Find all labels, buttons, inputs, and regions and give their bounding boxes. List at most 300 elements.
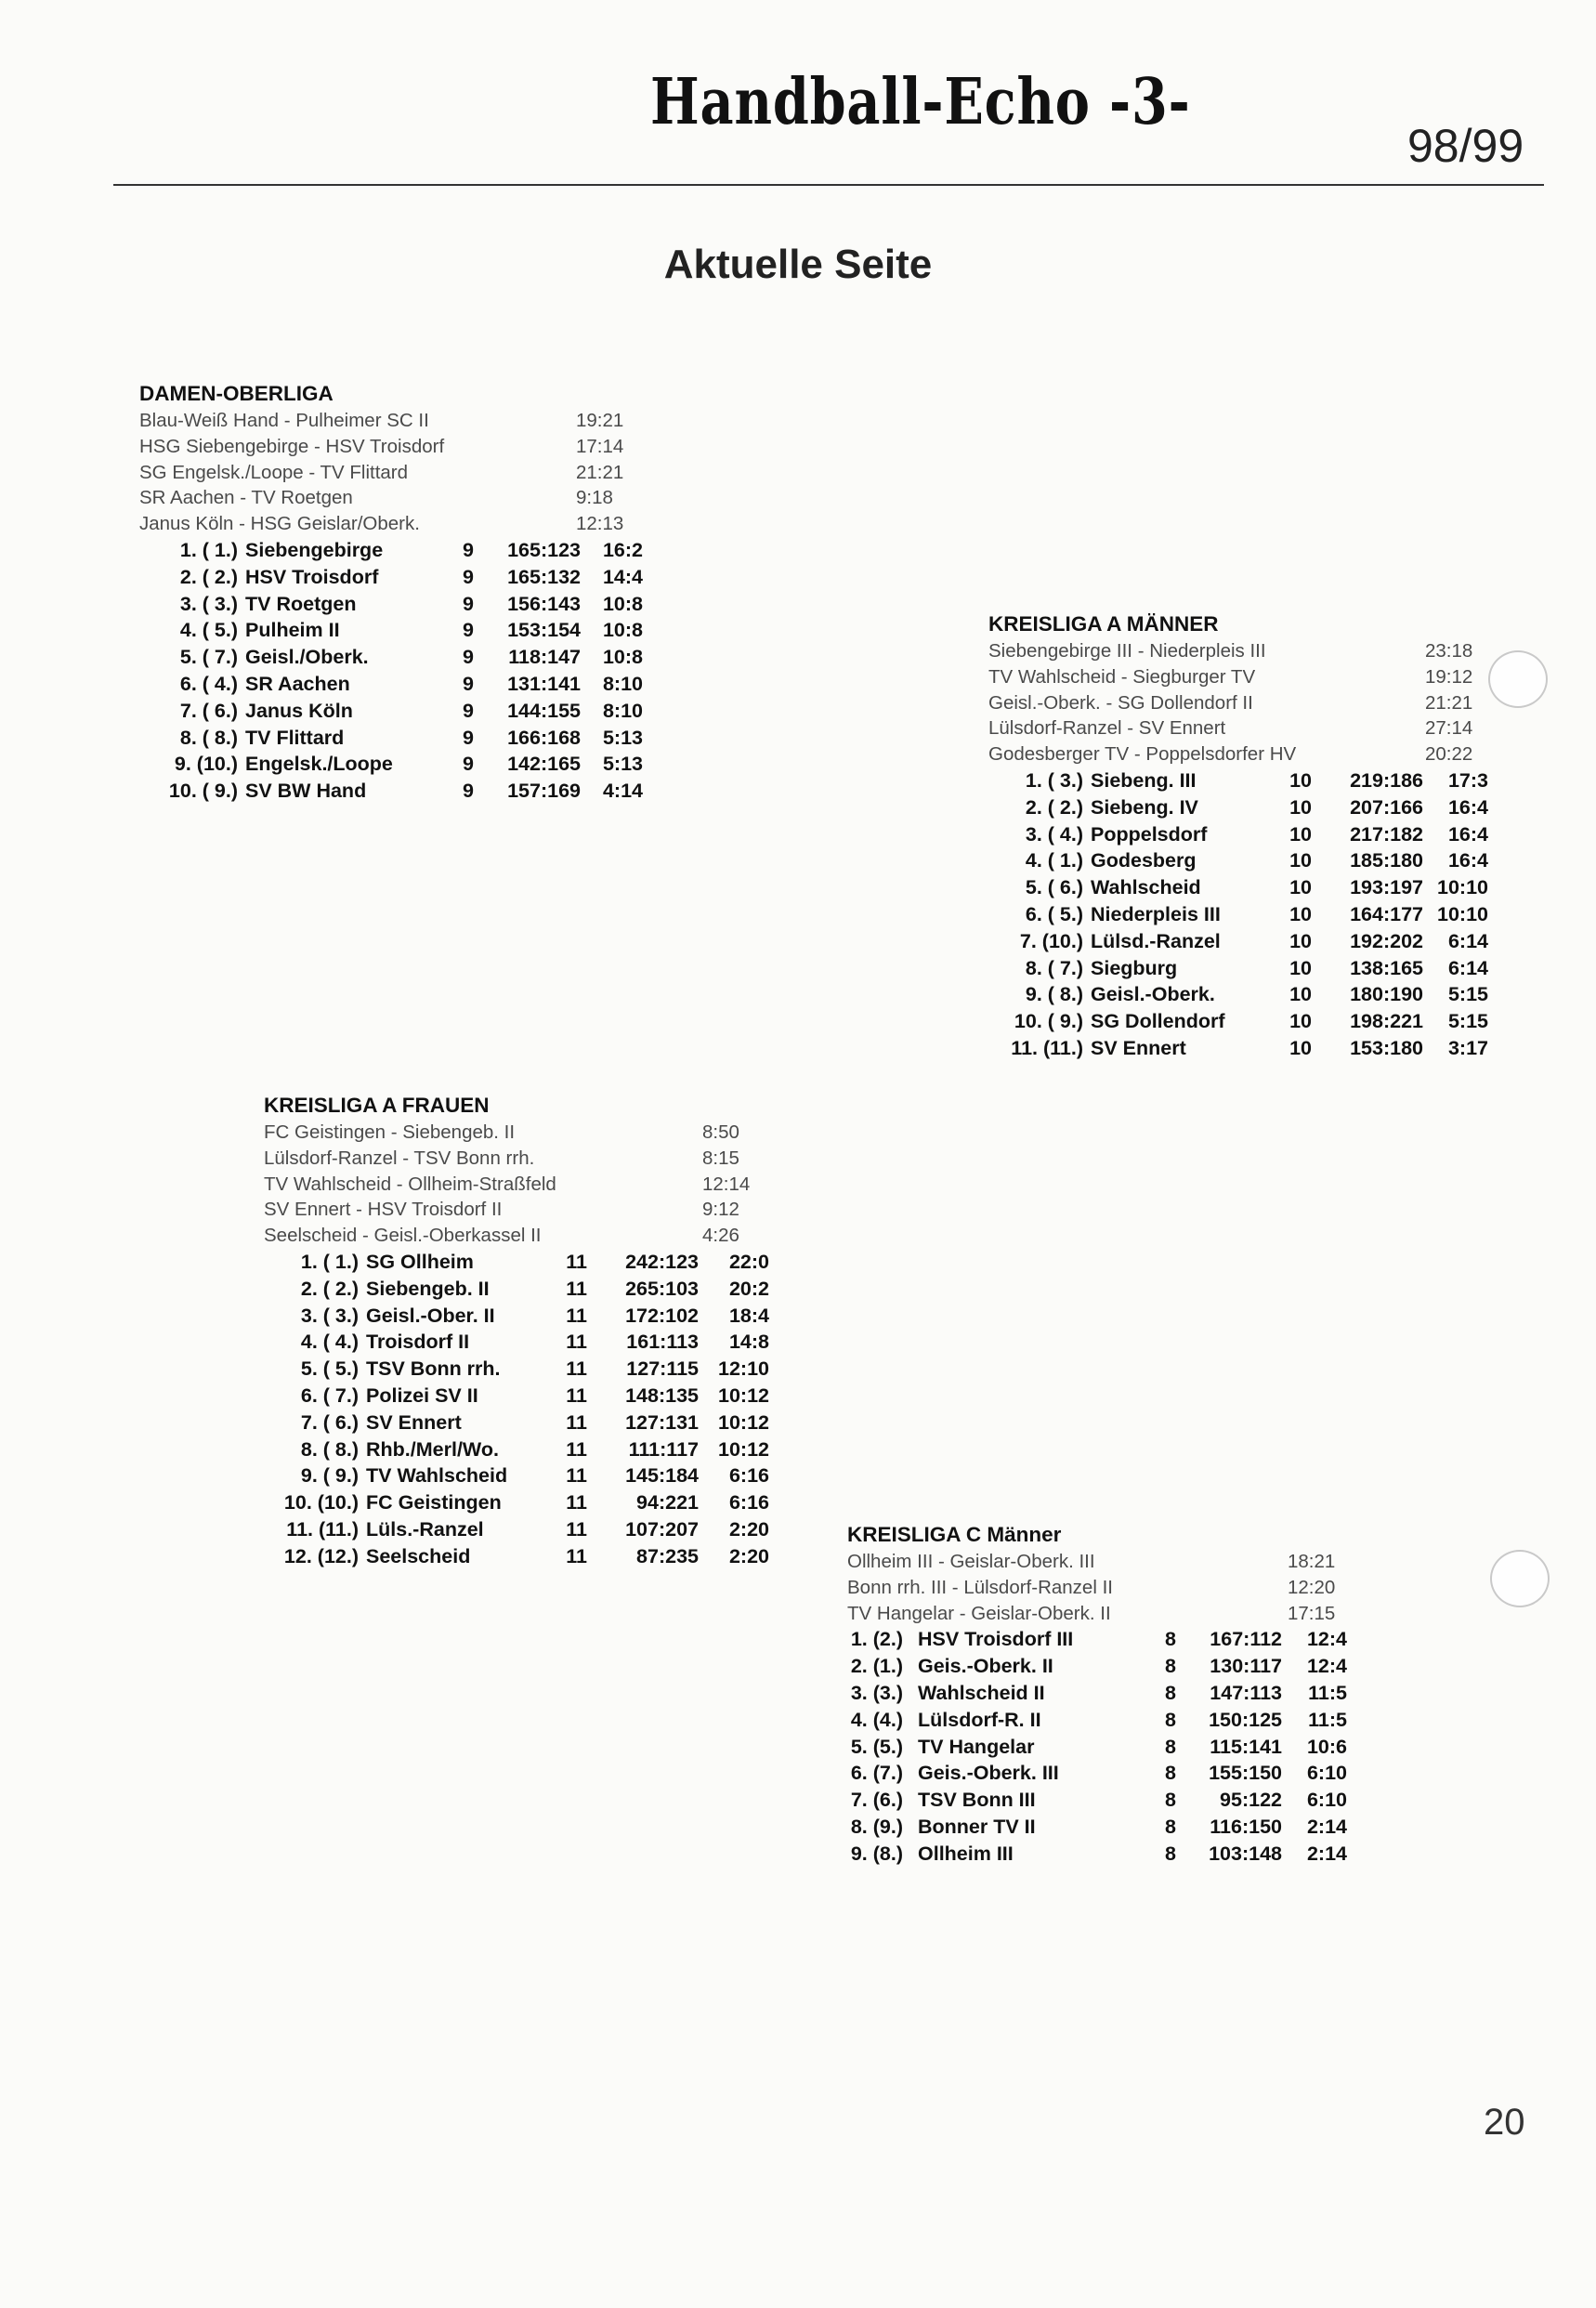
table-points: 4:14 <box>602 780 643 803</box>
table-rank: 6. ( 5.) <box>1025 902 1083 925</box>
table-games: 9 <box>463 699 474 722</box>
table-games: 9 <box>463 565 474 588</box>
game-match: Seelscheid - Geisl.-Oberkassel II <box>264 1225 542 1247</box>
table-points: 5:15 <box>1447 983 1488 1006</box>
table-goals: 265:103 <box>625 1277 699 1300</box>
table-row <box>847 1707 1367 1734</box>
table-points: 11:5 <box>1308 1681 1347 1704</box>
section-title: DAMEN-OBERLIGA <box>139 382 334 405</box>
table-goals: 131:141 <box>507 672 581 695</box>
table-points: 6:14 <box>1447 956 1488 979</box>
table-team: SV BW Hand <box>245 780 367 803</box>
table-goals: 87:235 <box>636 1544 699 1567</box>
table-goals: 118:147 <box>508 646 581 669</box>
game-result-row <box>139 434 660 460</box>
table-games: 9 <box>463 646 474 669</box>
table-points: 5:13 <box>602 726 643 749</box>
game-match: Geisl.-Oberk. - SG Dollendorf II <box>988 691 1253 714</box>
table-row <box>847 1760 1367 1787</box>
table-team: Janus Köln <box>245 699 353 722</box>
table-team: Troisdorf II <box>366 1331 470 1354</box>
table-games: 11 <box>566 1331 587 1354</box>
table-points: 5:13 <box>602 753 643 776</box>
game-score: 12:20 <box>1288 1576 1336 1598</box>
table-games: 11 <box>566 1304 587 1327</box>
table-team: HSV Troisdorf III <box>918 1628 1074 1651</box>
table-team: Wahlscheid II <box>918 1681 1045 1704</box>
game-result-row <box>988 715 1509 741</box>
table-row <box>139 537 660 564</box>
table-team: Lülsdorf-R. II <box>918 1708 1041 1731</box>
table-points: 6:10 <box>1306 1789 1347 1812</box>
table-points: 10:6 <box>1306 1735 1347 1758</box>
table-rank: 4. ( 1.) <box>1025 849 1083 872</box>
table-rank: 5. ( 5.) <box>300 1357 359 1381</box>
table-games: 10 <box>1289 795 1312 819</box>
table-rank: 5. (5.) <box>850 1735 903 1758</box>
table-rank: 4. ( 5.) <box>179 619 238 642</box>
table-goals: 145:184 <box>625 1464 699 1488</box>
table-row <box>988 901 1509 928</box>
game-result-row <box>847 1575 1367 1601</box>
game-score: 19:21 <box>576 410 624 431</box>
game-score: 12:13 <box>576 513 624 535</box>
table-games: 9 <box>463 672 474 695</box>
table-row <box>139 751 660 778</box>
table-rank: 1. ( 1.) <box>300 1250 359 1273</box>
table-team: Siebeng. III <box>1091 768 1197 792</box>
table-points: 14:4 <box>602 565 643 588</box>
table-row <box>988 955 1509 982</box>
table-team: Geis.-Oberk. II <box>918 1655 1053 1678</box>
table-goals: 115:141 <box>1210 1735 1282 1758</box>
table-row <box>847 1653 1367 1680</box>
table-rank: 5. ( 7.) <box>179 646 238 669</box>
table-team: Seelscheid <box>366 1544 471 1567</box>
table-row <box>139 671 660 698</box>
table-points: 10:8 <box>602 619 643 642</box>
table-points: 6:14 <box>1447 929 1488 952</box>
table-goals: 144:155 <box>507 699 581 722</box>
table-team: Rhb./Merl/Wo. <box>366 1437 499 1461</box>
table-points: 22:0 <box>728 1250 769 1273</box>
game-score: 20:22 <box>1425 743 1473 766</box>
season-label: 98/99 <box>1407 120 1524 172</box>
table-team: Geisl.-Ober. II <box>366 1304 495 1327</box>
game-match: Lülsdorf-Ranzel - TSV Bonn rrh. <box>264 1147 535 1169</box>
game-match: Janus Köln - HSG Geislar/Oberk. <box>139 513 420 535</box>
table-row <box>847 1734 1367 1761</box>
game-match: TV Wahlscheid - Ollheim-Straßfeld <box>264 1173 556 1195</box>
table-games: 10 <box>1289 1036 1312 1059</box>
table-goals: 242:123 <box>625 1250 699 1273</box>
table-team: FC Geistingen <box>366 1491 502 1515</box>
table-points: 10:10 <box>1437 876 1488 899</box>
table-team: Godesberg <box>1091 849 1197 872</box>
game-score: 21:21 <box>576 461 624 483</box>
table-rank: 7. (6.) <box>850 1789 903 1812</box>
table-points: 2:20 <box>728 1544 769 1567</box>
table-goals: 165:132 <box>507 565 581 588</box>
game-match: HSG Siebengebirge - HSV Troisdorf <box>139 435 445 457</box>
game-result-row <box>847 1601 1367 1627</box>
table-goals: 219:186 <box>1350 768 1423 792</box>
table-games: 10 <box>1289 902 1312 925</box>
page-number: 20 <box>1484 2102 1525 2143</box>
table-games: 10 <box>1289 956 1312 979</box>
table-goals: 161:113 <box>626 1331 699 1354</box>
table-points: 16:4 <box>1447 822 1488 846</box>
table-goals: 157:169 <box>507 780 581 803</box>
table-games: 9 <box>463 619 474 642</box>
game-match: FC Geistingen - Siebengeb. II <box>264 1121 516 1143</box>
section-title: KREISLIGA C Männer <box>847 1523 1062 1546</box>
game-match: Godesberger TV - Poppelsdorfer HV <box>988 743 1297 766</box>
table-team: Wahlscheid <box>1091 876 1201 899</box>
table-goals: 180:190 <box>1350 983 1423 1006</box>
table-points: 6:16 <box>728 1491 769 1515</box>
table-row <box>139 591 660 618</box>
table-rank: 9. (10.) <box>174 753 238 776</box>
table-goals: 153:154 <box>507 619 581 642</box>
table-games: 9 <box>463 592 474 615</box>
table-rank: 3. ( 3.) <box>179 592 238 615</box>
table-team: Niederpleis III <box>1091 902 1221 925</box>
table-goals: 95:122 <box>1220 1789 1282 1812</box>
game-score: 17:15 <box>1288 1602 1336 1624</box>
table-points: 6:16 <box>728 1464 769 1488</box>
table-rank: 8. (9.) <box>850 1815 903 1838</box>
table-games: 9 <box>463 753 474 776</box>
table-points: 5:15 <box>1447 1010 1488 1033</box>
table-goals: 150:125 <box>1209 1708 1282 1731</box>
game-result-row <box>988 664 1509 690</box>
table-points: 2:14 <box>1306 1842 1347 1865</box>
table-points: 18:4 <box>728 1304 769 1327</box>
table-rank: 1. ( 1.) <box>179 538 238 561</box>
table-rank: 2. ( 2.) <box>300 1277 359 1300</box>
game-score: 12:14 <box>702 1173 751 1195</box>
game-score: 17:14 <box>576 435 624 457</box>
table-games: 11 <box>566 1464 587 1488</box>
game-match: Bonn rrh. III - Lülsdorf-Ranzel II <box>847 1576 1113 1598</box>
table-points: 12:4 <box>1306 1655 1347 1678</box>
game-result-row <box>139 460 660 486</box>
table-team: Engelsk./Loope <box>245 753 393 776</box>
table-row <box>264 1489 784 1516</box>
game-score: 21:21 <box>1425 691 1473 714</box>
table-points: 17:3 <box>1447 768 1488 792</box>
game-result-row <box>264 1223 784 1249</box>
table-row <box>264 1410 784 1436</box>
table-row <box>264 1516 784 1543</box>
game-result-row <box>264 1197 784 1223</box>
game-match: TV Wahlscheid - Siegburger TV <box>988 665 1256 688</box>
table-points: 12:10 <box>718 1357 769 1381</box>
table-team: Geisl.-Oberk. <box>1091 983 1215 1006</box>
table-team: SV Ennert <box>1091 1036 1186 1059</box>
table-rank: 1. ( 3.) <box>1025 768 1083 792</box>
table-row <box>264 1276 784 1303</box>
table-goals: 198:221 <box>1350 1010 1423 1033</box>
table-team: TSV Bonn III <box>918 1789 1036 1812</box>
punch-hole <box>1490 1550 1550 1607</box>
game-score: 8:50 <box>702 1121 739 1143</box>
table-goals: 207:166 <box>1350 795 1423 819</box>
table-rank: 1. (2.) <box>850 1628 903 1651</box>
page-title: Aktuelle Seite <box>663 242 933 287</box>
game-result-row <box>988 741 1509 767</box>
table-games: 8 <box>1165 1628 1176 1651</box>
table-row <box>264 1436 784 1463</box>
table-rank: 10. ( 9.) <box>168 780 238 803</box>
table-rank: 12. (12.) <box>283 1544 359 1567</box>
table-goals: 217:182 <box>1350 822 1423 846</box>
table-goals: 185:180 <box>1350 849 1423 872</box>
table-points: 20:2 <box>728 1277 769 1300</box>
table-points: 8:10 <box>602 672 643 695</box>
table-row <box>264 1303 784 1330</box>
table-team: Polizei SV II <box>366 1383 478 1407</box>
table-games: 11 <box>566 1383 587 1407</box>
game-match: Siebengebirge III - Niederpleis III <box>988 640 1266 662</box>
table-row <box>988 928 1509 955</box>
table-row <box>139 617 660 644</box>
table-row <box>847 1787 1367 1814</box>
table-points: 3:17 <box>1447 1036 1488 1059</box>
game-score: 23:18 <box>1425 640 1473 662</box>
table-row <box>264 1329 784 1356</box>
table-games: 11 <box>566 1357 587 1381</box>
table-rank: 2. (1.) <box>850 1655 903 1678</box>
table-rank: 3. ( 4.) <box>1025 822 1083 846</box>
table-games: 8 <box>1165 1681 1176 1704</box>
table-team: Siegburg <box>1091 956 1178 979</box>
game-result-row <box>139 485 660 511</box>
section-kreisliga-c-maenner <box>847 1522 1367 1868</box>
table-goals: 103:148 <box>1209 1842 1282 1865</box>
table-games: 10 <box>1289 983 1312 1006</box>
table-games: 10 <box>1289 1010 1312 1033</box>
game-match: SV Ennert - HSV Troisdorf II <box>264 1199 503 1221</box>
section-title: KREISLIGA A FRAUEN <box>264 1094 490 1117</box>
table-points: 2:20 <box>728 1517 769 1541</box>
table-goals: 147:113 <box>1210 1681 1282 1704</box>
game-result-row <box>264 1172 784 1198</box>
table-rank: 10. (10.) <box>283 1491 359 1515</box>
table-points: 14:8 <box>728 1331 769 1354</box>
table-points: 8:10 <box>602 699 643 722</box>
table-team: SG Dollendorf <box>1091 1010 1225 1033</box>
table-rank: 7. ( 6.) <box>300 1410 359 1434</box>
table-rank: 11. (11.) <box>286 1517 359 1541</box>
table-rank: 7. (10.) <box>1019 929 1083 952</box>
table-rank: 3. ( 3.) <box>300 1304 359 1327</box>
game-match: Lülsdorf-Ranzel - SV Ennert <box>988 717 1226 740</box>
table-rank: 9. ( 9.) <box>300 1464 359 1488</box>
game-match: SR Aachen - TV Roetgen <box>139 487 353 509</box>
table-row <box>988 767 1509 794</box>
table-goals: 155:150 <box>1209 1762 1282 1785</box>
table-rank: 6. ( 7.) <box>300 1383 359 1407</box>
table-games: 8 <box>1165 1815 1176 1838</box>
table-team: Siebengebirge <box>245 538 384 561</box>
table-row <box>988 1008 1509 1035</box>
game-score: 9:18 <box>576 487 613 509</box>
table-team: Lülsd.-Ranzel <box>1091 929 1221 952</box>
game-match: Ollheim III - Geislar-Oberk. III <box>847 1551 1095 1572</box>
table-row <box>139 644 660 671</box>
game-score: 9:12 <box>702 1199 739 1221</box>
game-result-row <box>264 1146 784 1172</box>
table-points: 10:12 <box>718 1437 769 1461</box>
table-goals: 164:177 <box>1350 902 1423 925</box>
game-result-row <box>988 690 1509 716</box>
game-result-row <box>264 1120 784 1146</box>
game-score: 19:12 <box>1425 665 1473 688</box>
table-team: HSV Troisdorf <box>245 565 379 588</box>
table-goals: 192:202 <box>1350 929 1423 952</box>
table-games: 8 <box>1165 1655 1176 1678</box>
table-team: TV Flittard <box>245 726 345 749</box>
table-points: 2:14 <box>1306 1815 1347 1838</box>
table-row <box>139 778 660 805</box>
table-goals: 94:221 <box>636 1491 699 1515</box>
table-points: 10:12 <box>718 1383 769 1407</box>
table-team: Siebengeb. II <box>366 1277 490 1300</box>
table-games: 9 <box>463 538 474 561</box>
table-goals: 138:165 <box>1350 956 1423 979</box>
table-row <box>264 1543 784 1570</box>
table-team: Lüls.-Ranzel <box>366 1517 484 1541</box>
table-team: Pulheim II <box>245 619 340 642</box>
table-team: Poppelsdorf <box>1091 822 1208 846</box>
table-goals: 166:168 <box>507 726 581 749</box>
table-rank: 6. (7.) <box>850 1762 903 1785</box>
table-row <box>988 847 1509 874</box>
table-rank: 8. ( 7.) <box>1025 956 1083 979</box>
masthead-title: Handball-Echo -3- <box>650 65 1191 139</box>
table-team: SG Ollheim <box>366 1250 474 1273</box>
table-games: 11 <box>566 1517 587 1541</box>
table-games: 10 <box>1289 849 1312 872</box>
table-points: 10:12 <box>718 1410 769 1434</box>
table-goals: 193:197 <box>1350 876 1423 899</box>
table-points: 10:8 <box>602 592 643 615</box>
table-team: Bonner TV II <box>918 1815 1036 1838</box>
table-goals: 107:207 <box>625 1517 699 1541</box>
table-row <box>139 725 660 752</box>
table-rank: 4. (4.) <box>850 1708 903 1731</box>
game-score: 8:15 <box>702 1147 739 1169</box>
table-row <box>847 1814 1367 1841</box>
table-row <box>847 1680 1367 1707</box>
table-points: 16:2 <box>602 538 643 561</box>
table-goals: 165:123 <box>507 538 581 561</box>
table-rank: 8. ( 8.) <box>179 726 238 749</box>
table-row <box>988 821 1509 848</box>
table-games: 10 <box>1289 876 1312 899</box>
table-points: 11:5 <box>1308 1708 1347 1731</box>
table-games: 8 <box>1165 1762 1176 1785</box>
game-result-row <box>988 638 1509 664</box>
game-match: TV Hangelar - Geislar-Oberk. II <box>847 1602 1111 1624</box>
table-row <box>847 1626 1367 1653</box>
header-rule <box>113 184 1544 186</box>
game-result-row <box>139 408 660 434</box>
table-row <box>264 1356 784 1383</box>
table-games: 11 <box>566 1410 587 1434</box>
table-team: TSV Bonn rrh. <box>366 1357 501 1381</box>
table-team: Geis.-Oberk. III <box>918 1762 1059 1785</box>
table-points: 16:4 <box>1447 795 1488 819</box>
table-row <box>139 564 660 591</box>
table-rank: 10. ( 9.) <box>1014 1010 1083 1033</box>
table-rank: 2. ( 2.) <box>179 565 238 588</box>
table-goals: 167:112 <box>1210 1628 1282 1651</box>
table-team: SR Aachen <box>245 672 350 695</box>
table-rank: 6. ( 4.) <box>179 672 238 695</box>
table-rank: 4. ( 4.) <box>300 1331 359 1354</box>
game-score: 4:26 <box>702 1225 739 1247</box>
game-result-row <box>847 1549 1367 1575</box>
table-games: 10 <box>1289 822 1312 846</box>
table-row <box>988 794 1509 821</box>
table-games: 11 <box>566 1544 587 1567</box>
table-row <box>988 874 1509 901</box>
table-goals: 111:117 <box>628 1437 699 1461</box>
table-row <box>847 1841 1367 1868</box>
table-points: 10:8 <box>602 646 643 669</box>
table-row <box>139 698 660 725</box>
game-result-row <box>139 511 660 537</box>
table-games: 10 <box>1289 929 1312 952</box>
table-goals: 116:150 <box>1210 1815 1282 1838</box>
table-rank: 7. ( 6.) <box>179 699 238 722</box>
table-games: 11 <box>566 1277 587 1300</box>
table-team: TV Wahlscheid <box>366 1464 508 1488</box>
table-team: SV Ennert <box>366 1410 462 1434</box>
table-goals: 153:180 <box>1350 1036 1423 1059</box>
table-games: 11 <box>566 1250 587 1273</box>
table-rank: 8. ( 8.) <box>300 1437 359 1461</box>
table-rank: 2. ( 2.) <box>1025 795 1083 819</box>
table-goals: 142:165 <box>507 753 581 776</box>
section-damen-oberliga <box>139 381 660 805</box>
table-rank: 9. (8.) <box>850 1842 903 1865</box>
table-rank: 9. ( 8.) <box>1025 983 1083 1006</box>
table-games: 11 <box>566 1437 587 1461</box>
table-games: 9 <box>463 780 474 803</box>
table-team: Ollheim III <box>918 1842 1014 1865</box>
table-points: 16:4 <box>1447 849 1488 872</box>
table-points: 10:10 <box>1437 902 1488 925</box>
table-team: Geisl./Oberk. <box>245 646 369 669</box>
table-row <box>264 1249 784 1276</box>
table-team: TV Roetgen <box>245 592 357 615</box>
table-games: 9 <box>463 726 474 749</box>
table-team: Siebeng. IV <box>1091 795 1198 819</box>
table-rank: 5. ( 6.) <box>1025 876 1083 899</box>
table-goals: 148:135 <box>625 1383 699 1407</box>
table-games: 8 <box>1165 1789 1176 1812</box>
punch-hole <box>1488 650 1548 708</box>
section-title: KREISLIGA A MÄNNER <box>988 612 1219 636</box>
table-rank: 3. (3.) <box>850 1681 903 1704</box>
game-score: 18:21 <box>1288 1551 1336 1572</box>
table-games: 8 <box>1165 1708 1176 1731</box>
table-team: TV Hangelar <box>918 1735 1035 1758</box>
